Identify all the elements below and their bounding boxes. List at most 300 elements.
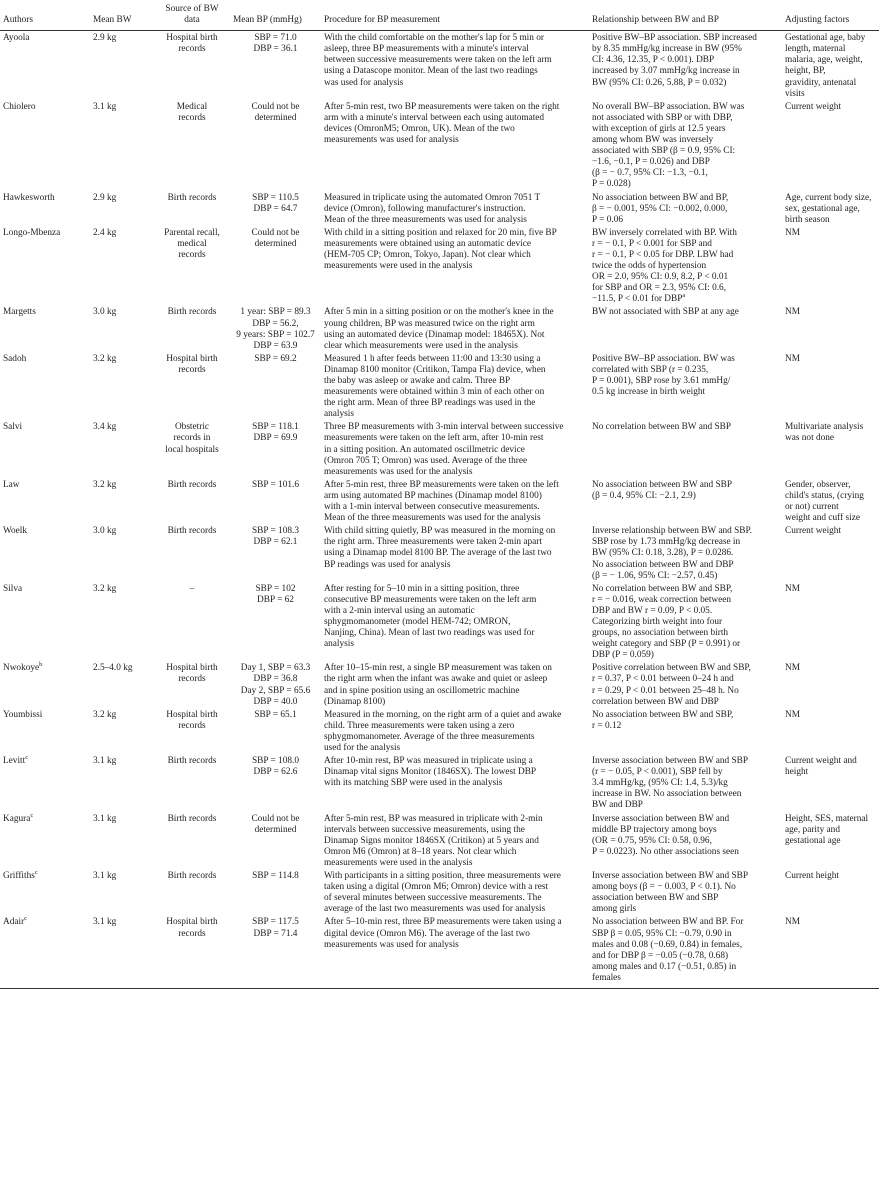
cell-line: groups, no association between birth <box>592 628 729 639</box>
relationship-cell <box>589 869 782 915</box>
cell-line: OR = 2.0, 95% CI: 0.9, 8.2, P < 0.01 <box>592 272 729 283</box>
cell-line: No association between BW and SBP <box>592 479 733 490</box>
author-name: Sadoh <box>3 353 27 364</box>
cell-line: (β = 0.4, 95% CI: −2.1, 2.9) <box>592 490 696 501</box>
procedure-cell <box>321 191 589 226</box>
cell-line: NM <box>785 227 800 238</box>
procedure-cell <box>321 478 589 524</box>
procedure-cell <box>321 661 589 707</box>
mean-bw-cell: 3.0 kg <box>93 307 117 318</box>
cell-line: records <box>178 112 206 123</box>
table-row <box>0 305 879 351</box>
adjusting-cell <box>782 191 879 226</box>
table-row <box>0 191 879 226</box>
author-name: Griffiths <box>3 871 35 882</box>
author-cell <box>0 869 90 915</box>
cell-line: DBP = 64.7 <box>253 203 298 214</box>
header-relationship: Relationship between BW and BP <box>589 0 782 31</box>
relationship-cell <box>589 754 782 811</box>
relationship-cell <box>589 661 782 707</box>
cell-line: Measured in triplicate using the automated Omron 7051 T <box>324 192 541 203</box>
cell-line: P = 0.001), SBP rose by 3.61 mmHg/ <box>592 376 731 386</box>
author-cell <box>0 100 90 191</box>
cell-line: between successive measurements were taken on the left arm <box>324 55 552 66</box>
author-cell <box>0 352 90 421</box>
cell-line: clear which measurements were used in the analysis <box>324 340 518 351</box>
mean-bp-cell <box>230 812 321 869</box>
relationship-cell <box>589 812 782 869</box>
cell-line: records <box>178 928 206 939</box>
cell-line: BW (95% CI: 0.18, 3.28), P = 0.0286. <box>592 548 734 559</box>
cell-line: with a 1-min interval between consecutive measurements. <box>324 502 540 513</box>
cell-line: Birth records <box>167 479 217 490</box>
footnote-marker: a <box>682 292 686 300</box>
author-name: Adair <box>3 917 25 928</box>
header-mean-bp: Mean BP (mmHg) <box>230 0 321 31</box>
relationship-cell <box>589 226 782 306</box>
cell-line: No association between BW and BP, <box>592 192 729 203</box>
cell-line: Hospital birth <box>166 33 218 44</box>
cell-line: r = 0.37, P < 0.01 between 0–24 h and <box>592 674 734 685</box>
cell-line: DBP = 36.1 <box>253 44 298 55</box>
cell-line: After 5-min rest, two BP measurements were taken on the right <box>324 101 560 112</box>
cell-line: Categorizing birth weight into four <box>592 616 723 627</box>
cell-line: (r = − 0.05, P < 0.001), SBP fell by <box>592 767 723 778</box>
cell-line: average of the last two measurements was used for analysis <box>324 904 546 915</box>
cell-line: sex, gestational age, <box>785 203 860 214</box>
table-row <box>0 661 879 707</box>
cell-line: males and 0.08 (−0.69, 0.84) in females, <box>592 939 743 950</box>
cell-line: for SBP and OR = 2.3, 95% CI: 0.6, <box>592 283 727 294</box>
procedure-cell <box>321 31 589 100</box>
cell-line: BW (95% CI: 0.26, 5.88, P = 0.032) <box>592 77 727 88</box>
cell-line: With the child comfortable on the mother's lap for 5 min or <box>324 33 544 44</box>
cell-line: SBP = 71.0 <box>254 33 297 44</box>
cell-line: DBP = 62.6 <box>253 767 298 778</box>
mean-bp-cell <box>230 524 321 581</box>
cell-line: of several minutes between successive measurements. The <box>324 893 542 904</box>
cell-line: Dinamap 8100 monitor (Critikon, Tampa Fla) device, when <box>324 364 546 375</box>
cell-line: SBP β = 0.05, 95% CI: −0.79, 0.90 in <box>592 928 732 939</box>
cell-line: No correlation between BW and SBP <box>592 422 731 433</box>
procedure-cell <box>321 524 589 581</box>
adjusting-cell <box>782 812 879 869</box>
cell-line: DBP = 71.4 <box>253 928 298 939</box>
cell-line: among whom BW was inversely <box>592 135 714 146</box>
table-row <box>0 812 879 869</box>
cell-line: records in <box>173 433 211 444</box>
cell-line: association between BW and SBP <box>592 893 719 904</box>
table-row <box>0 869 879 915</box>
cell-line: NM <box>785 663 800 674</box>
cell-line: SBP = 102 <box>255 583 296 594</box>
header-authors: Authors <box>0 0 90 31</box>
cell-line: No overall BW–BP association. BW was <box>592 101 745 112</box>
adjusting-cell <box>782 869 879 915</box>
source-cell <box>154 478 230 524</box>
table-row <box>0 352 879 421</box>
cell-line: Inverse association between BW and SBP <box>592 756 749 767</box>
author-cell <box>0 226 90 306</box>
procedure-cell <box>321 582 589 662</box>
procedure-cell <box>321 754 589 811</box>
cell-line: Dinamap vital signs Monitor (1846SX). The lowest DBP <box>324 767 537 778</box>
cell-line: P = 0.028) <box>592 179 631 190</box>
cell-line: the right arm. Mean of three BP readings was used in the <box>324 398 536 409</box>
cell-line: using a Datascope monitor. Mean of the last two readings <box>324 66 538 77</box>
cell-line: visits <box>785 88 805 99</box>
author-cell <box>0 812 90 869</box>
header-procedure: Procedure for BP measurement <box>321 0 589 31</box>
cell-line: No association between BW and SBP, <box>592 709 734 720</box>
cell-line: Measured 1 h after feeds between 11:00 and 13:30 using a <box>324 353 541 364</box>
cell-line: weight category and SBP (P = 0.991) or <box>592 639 741 650</box>
source-cell <box>154 191 230 226</box>
procedure-cell <box>321 869 589 915</box>
cell-line: with a 2-min interval using an automatic <box>324 605 475 616</box>
cell-line: and in spine position using an oscillometric machine <box>324 685 520 696</box>
cell-line: records <box>178 720 206 731</box>
cell-line: measurements were used in the analysis <box>324 857 473 868</box>
cell-line: r = − 0.016, weak correction between <box>592 594 732 605</box>
mean-bw-cell: 3.1 kg <box>93 871 117 882</box>
cell-line: NM <box>785 583 800 594</box>
cell-line: Current weight <box>785 101 842 112</box>
cell-line: Multivariate analysis <box>785 422 864 433</box>
cell-line: not associated with SBP or with DBP, <box>592 112 733 123</box>
procedure-cell <box>321 420 589 477</box>
cell-line: Medical <box>176 101 208 112</box>
cell-line: SBP = 110.5 <box>252 192 299 203</box>
footnote-marker: c <box>30 811 34 819</box>
cell-line: determined <box>254 112 297 123</box>
cell-line: and for DBP β = −0.05 (−0.78, 0.68) <box>592 950 729 961</box>
cell-line: Inverse association between BW and SBP <box>592 871 749 882</box>
cell-line: Positive BW–BP association. BW was <box>592 353 735 364</box>
relationship-cell <box>589 352 782 421</box>
cell-line: Three BP measurements with 3-min interval between successive <box>324 422 564 433</box>
relationship-cell <box>589 708 782 754</box>
cell-line: DBP = 56.2, <box>252 318 299 329</box>
cell-line: Birth records <box>167 526 217 537</box>
cell-line: β = − 0.001, 95% CI: −0.002, 0.000, <box>592 203 728 214</box>
cell-line: Birth records <box>167 307 217 318</box>
cell-line: among males and 0.17 (−0.51, 0.85) in <box>592 961 737 972</box>
cell-line: length, maternal <box>785 44 846 55</box>
cell-line: After 5 min in a sitting position or on the mother's knee in the <box>324 307 554 318</box>
mean-bp-cell <box>230 478 321 524</box>
source-cell <box>154 661 230 707</box>
footnote-marker: c <box>25 754 29 762</box>
mean-bp-cell <box>230 305 321 351</box>
cell-line: consecutive BP measurements were taken on the left arm <box>324 594 537 605</box>
source-cell <box>154 812 230 869</box>
mean-bw-cell: 3.1 kg <box>93 813 117 824</box>
cell-line: measurements were taken on the left arm, after 10-min rest <box>324 433 544 444</box>
mean-bp-cell <box>230 100 321 191</box>
cell-line: the baby was asleep or awake and calm. Three BP <box>324 376 511 386</box>
cell-line: Positive BW–BP association. SBP increased <box>592 33 757 44</box>
adjusting-cell <box>782 661 879 707</box>
source-cell <box>154 420 230 477</box>
mean-bp-cell <box>230 420 321 477</box>
cell-line: arm with a minute's interval between each using automated <box>324 112 545 123</box>
cell-line: measurements was used for analysis <box>324 939 459 950</box>
author-name: Law <box>3 479 20 490</box>
adjusting-cell <box>782 524 879 581</box>
header-source: Source of BW data <box>154 0 230 31</box>
mean-bp-cell <box>230 191 321 226</box>
cell-line: sphygmomanometer. Average of the three measurements <box>324 731 535 742</box>
cell-line: NM <box>785 353 800 364</box>
cell-line: taken using a digital (Omron M6; Omron) device with a rest <box>324 882 549 893</box>
cell-line <box>592 294 779 305</box>
cell-line: height, BP, <box>785 66 826 77</box>
author-cell <box>0 582 90 662</box>
cell-line: DBP (P = 0.059) <box>592 650 654 661</box>
cell-line: NM <box>785 709 800 720</box>
cell-line: Birth records <box>167 813 217 824</box>
cell-line: Parental recall, <box>164 227 220 238</box>
header-mean-bw: Mean BW <box>90 0 154 31</box>
mean-bw-cell: 3.2 kg <box>93 709 117 720</box>
relationship-cell <box>589 31 782 100</box>
mean-bw-cell: 3.2 kg <box>93 479 117 490</box>
source-cell <box>154 582 230 662</box>
author-name: Levitt <box>3 756 26 767</box>
cell-line: (OR = 0.75, 95% CI: 0.58, 0.96, <box>592 835 712 846</box>
cell-line: Current height <box>785 871 839 882</box>
cell-line: SBP = 69.2 <box>254 353 297 364</box>
cell-line: Day 1, SBP = 63.3 <box>240 663 311 674</box>
cell-line: SBP = 101.6 <box>251 479 299 490</box>
cell-line: was not done <box>785 433 835 444</box>
mean-bw-cell: 3.2 kg <box>93 353 117 364</box>
relationship-cell <box>589 191 782 226</box>
author-name: Silva <box>3 583 23 594</box>
cell-line: After 5-min rest, three BP measurements were taken on the left <box>324 479 559 490</box>
cell-line: the right arm when the infant was awake and quiet or asleep <box>324 674 548 685</box>
author-cell <box>0 31 90 100</box>
procedure-cell <box>321 915 589 988</box>
adjusting-cell <box>782 226 879 306</box>
cell-line: analysis <box>324 409 354 420</box>
cell-line: using a Dinamap model 8100 BP. The average of the last two <box>324 548 552 559</box>
cell-line: Could not be <box>251 813 300 824</box>
cell-line: gestational age <box>785 835 841 846</box>
source-cell <box>154 869 230 915</box>
cell-line: in a sitting position. An automated oscillmetric device <box>324 444 525 455</box>
relationship-cell <box>589 420 782 477</box>
relationship-cell <box>589 524 782 581</box>
author-name: Longo-Mbenza <box>3 227 61 238</box>
cell-line: No association between BW and DBP <box>592 559 734 570</box>
cell-line: using an automated device (Dinamap model: 18465X). Not <box>324 329 545 340</box>
cell-line: Hospital birth <box>166 663 218 674</box>
procedure-cell <box>321 305 589 351</box>
cell-line: child's status, (crying <box>785 490 864 501</box>
cell-line: P = 0.06 <box>592 214 623 225</box>
author-cell <box>0 305 90 351</box>
cell-line: Measured in the morning, on the right arm of a quiet and awake <box>324 709 562 720</box>
relationship-cell <box>589 478 782 524</box>
source-cell <box>154 31 230 100</box>
author-name: Nwokoye <box>3 663 40 674</box>
cell-line: CI: 4.36, 12.35, P < 0.001). DBP <box>592 55 715 66</box>
relationship-cell <box>589 582 782 662</box>
cell-line: Current weight and <box>785 756 857 767</box>
source-cell <box>154 305 230 351</box>
mean-bw-cell: 3.0 kg <box>93 526 117 537</box>
mean-bw-cell: 2.9 kg <box>93 33 117 44</box>
mean-bw-cell: 2.5–4.0 kg <box>93 663 133 674</box>
cell-line: measurements were used in the analysis <box>324 261 473 272</box>
cell-line: SBP = 118.1 <box>252 422 299 433</box>
source-cell <box>154 754 230 811</box>
cell-line: Birth records <box>167 871 217 882</box>
cell-line: SBP = 108.0 <box>251 756 299 767</box>
cell-line: SBP = 65.1 <box>254 709 297 720</box>
source-cell <box>154 915 230 988</box>
cell-line: by 8.35 mmHg/kg increase in BW (95% <box>592 44 742 55</box>
cell-line: (β = − 1.06, 95% CI: −2.57, 0.45) <box>592 570 718 581</box>
cell-line: or not) current <box>785 502 839 513</box>
author-cell <box>0 524 90 581</box>
cell-line: analysis <box>324 639 354 650</box>
author-cell <box>0 191 90 226</box>
procedure-cell <box>321 708 589 754</box>
cell-line: measurements were obtained within 3 min of each other on <box>324 387 545 398</box>
table-row <box>0 582 879 662</box>
cell-line: age, parity and <box>785 824 840 835</box>
author-cell <box>0 754 90 811</box>
table-row <box>0 754 879 811</box>
cell-line: Hospital birth <box>166 353 218 364</box>
cell-line: −11.5, P < 0.01 for DBP <box>592 294 683 305</box>
cell-line: 1 year: SBP = 89.3 <box>240 307 311 318</box>
cell-line: DBP = 62 <box>257 594 294 605</box>
adjusting-cell <box>782 305 879 351</box>
cell-line: With child sitting quietly, BP was measured in the morning on <box>324 526 556 537</box>
mean-bw-cell: 3.1 kg <box>93 101 117 112</box>
cell-line: local hospitals <box>165 444 219 455</box>
mean-bp-cell <box>230 352 321 421</box>
cell-line: weight and cuff size <box>785 513 860 524</box>
author-cell <box>0 915 90 988</box>
cell-line: sphygmomanometer (model HEM-742; OMRON, <box>324 616 511 627</box>
cell-line: Gestational age, baby <box>785 33 866 44</box>
cell-line: 3.4 mmHg/kg, (95% CI: 1.4, 5.3)/kg <box>592 778 728 789</box>
cell-line: Nanjing, China). Mean of last two readings was used for <box>324 628 535 639</box>
cell-line: middle BP trajectory among boys <box>592 824 717 835</box>
cell-line: device (Omron), following manufacturer's instruction. <box>324 203 526 214</box>
author-name: Margetts <box>3 307 36 318</box>
cell-line: SBP = 108.3 <box>251 526 299 537</box>
cell-line: measurements were obtained using an automatic device <box>324 238 532 249</box>
cell-line: (HEM-705 CP; Omron, Tokyo, Japan). Not clear which <box>324 249 531 260</box>
table-body <box>0 31 879 989</box>
mean-bp-cell <box>230 754 321 811</box>
author-name: Ayoola <box>3 33 30 44</box>
author-name: Woelk <box>3 526 28 537</box>
adjusting-cell <box>782 420 879 477</box>
cell-line: DBP = 36.8 <box>253 674 298 685</box>
cell-line: was used for analysis <box>324 77 404 88</box>
cell-line: Current weight <box>785 526 842 537</box>
table-row <box>0 420 879 477</box>
footnote-marker: b <box>39 661 43 669</box>
cell-line: determined <box>254 238 297 249</box>
procedure-cell <box>321 352 589 421</box>
mean-bp-cell <box>230 661 321 707</box>
mean-bw-cell: 3.4 kg <box>93 422 117 433</box>
cell-line: DBP and BW r = 0.09, P < 0.05. <box>592 605 713 616</box>
cell-line: digital device (Omron M6). The average of the last two <box>324 928 530 939</box>
adjusting-cell <box>782 915 879 988</box>
cell-line: records <box>178 44 206 55</box>
cell-line: −1.6, −0.1, P = 0.026) and DBP <box>592 157 710 168</box>
author-cell <box>0 661 90 707</box>
author-name: Kagura <box>3 813 31 824</box>
cell-line: measurements was used for the analysis <box>324 466 473 477</box>
cell-line: Day 2, SBP = 65.6 <box>240 685 311 696</box>
table-row <box>0 524 879 581</box>
mean-bw-cell: 2.9 kg <box>93 192 117 203</box>
cell-line: associated with SBP (β = 0.9, 95% CI: <box>592 146 736 157</box>
cell-line: records <box>178 364 206 375</box>
cell-line: gravidity, antenatal <box>785 77 857 88</box>
table-header <box>0 0 879 31</box>
cell-line: Birth records <box>167 192 217 203</box>
cell-line: – <box>189 583 195 594</box>
cell-line: After 5-min rest, BP was measured in triplicate with 2-min <box>324 813 543 824</box>
mean-bp-cell <box>230 31 321 100</box>
cell-line: 0.5 kg increase in birth weight <box>592 387 706 398</box>
cell-line: records <box>178 249 206 260</box>
mean-bw-cell: 3.2 kg <box>93 583 117 594</box>
cell-line: records <box>178 674 206 685</box>
cell-line: the right arm. Three measurements were taken 2-min apart <box>324 537 542 548</box>
cell-line: (Dinamap 8100) <box>324 696 386 707</box>
author-name: Youmbissi <box>3 709 43 720</box>
source-cell <box>154 100 230 191</box>
cell-line: After 10-min rest, BP was measured in triplicate using a <box>324 756 533 767</box>
cell-line: among girls <box>592 904 637 915</box>
cell-line: Obstetric <box>174 422 210 433</box>
cell-line: NM <box>785 917 800 928</box>
mean-bw-cell: 3.1 kg <box>93 756 117 767</box>
cell-line: Dinamap Signs monitor 1846SX (Critikon) at 5 years and <box>324 835 539 846</box>
author-name: Salvi <box>3 422 23 433</box>
cell-line: increased by 3.07 mmHg/kg increase in <box>592 66 740 77</box>
cell-line: After resting for 5–10 min in a sitting position, three <box>324 583 520 594</box>
cell-line: young children, BP was measured twice on the right arm <box>324 318 535 329</box>
cell-line: DBP = 63.9 <box>253 340 298 351</box>
source-cell <box>154 352 230 421</box>
cell-line: 9 years: SBP = 102.7 <box>236 329 315 340</box>
cell-line: Hospital birth <box>166 709 218 720</box>
cell-line: Gender, observer, <box>785 479 851 490</box>
cell-line: malaria, age, weight, <box>785 55 863 66</box>
mean-bp-cell <box>230 708 321 754</box>
cell-line: BW not associated with SBP at any age <box>592 307 739 318</box>
cell-line: BW and DBP <box>592 800 643 811</box>
adjusting-cell <box>782 582 879 662</box>
relationship-cell <box>589 915 782 988</box>
cell-line: With participants in a sitting position, three measurements were <box>324 871 561 882</box>
cell-line: Could not be <box>251 101 300 112</box>
adjusting-cell <box>782 708 879 754</box>
